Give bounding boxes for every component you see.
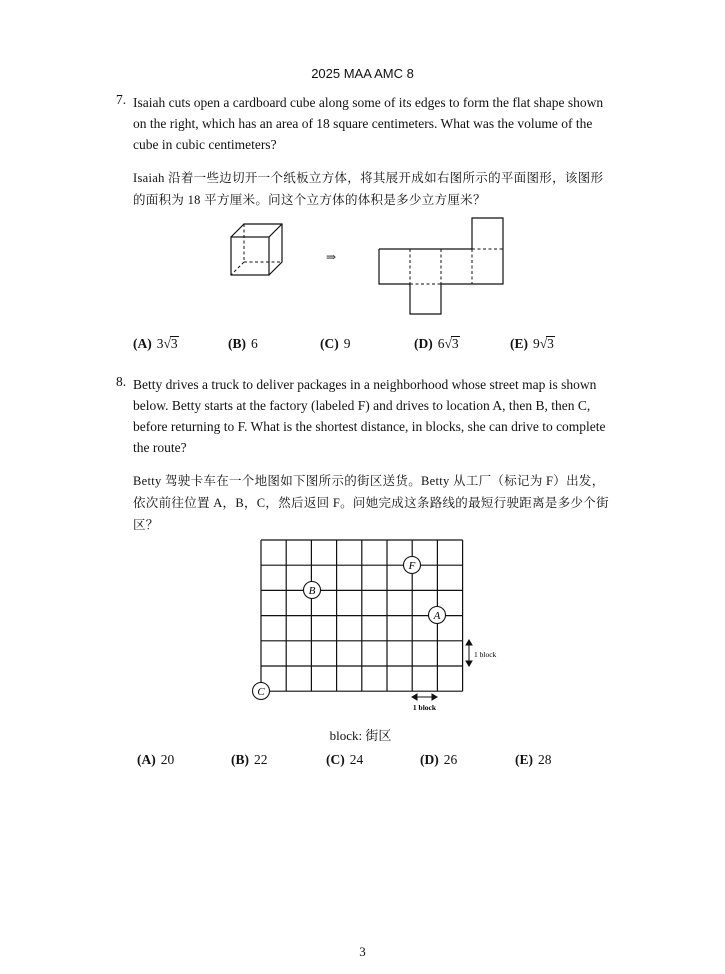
location-a-label: A [433,610,441,622]
problem-8-text-zh: Betty 驾驶卡车在一个地图如下图所示的街区送货。Betty 从工厂（标记为 F）出发，依次前往位置 A，B，C，然后返回 F。问她完成这条路线的最短行驶距离是多少个街区？ [133,474,609,532]
horizontal-scale-arrow [412,694,437,700]
location-b-label: B [308,585,316,597]
choice-8e[interactable]: (E) 28 [515,752,552,767]
cube-figure [226,220,286,280]
location-c-label: C [257,686,265,698]
problem-7-text-en: Isaiah cuts open a cardboard cube along some of its edges to form the flat shape shown on the right, which has an area of 18 square centimeters. What was the volume of the cube in cubic centimeters? [133,95,604,152]
choice-7c[interactable]: (C) 9 [320,336,351,351]
location-b-marker [304,582,321,599]
vertical-scale-arrow [466,640,472,666]
page-number: 3 [359,944,366,959]
vertical-scale-label: 1 block [474,650,497,659]
choice-8b[interactable]: (B) 22 [231,752,268,767]
location-f-marker [404,557,421,574]
location-a-marker [429,607,446,624]
problem-7-text-zh: Isaiah 沿着一些边切开一个纸板立方体，将其展开成如右图所示的平面图形，该图形的面积为 18 平方厘米。问这个立方体的体积是多少立方厘米？ [133,171,604,207]
choice-7a[interactable]: (A) 3√3 [133,336,178,351]
location-f-label: F [408,560,416,572]
problem-8-number: 8. [116,374,127,389]
choice-8a[interactable]: (A) 20 [137,752,175,767]
problem-7 [116,92,610,211]
transform-arrow: ⇒ [326,250,337,264]
choice-8c[interactable]: (C) 24 [326,752,364,767]
location-c-marker [253,683,270,700]
choice-7d[interactable]: (D) 6√3 [414,336,459,351]
map-caption: block: 街区 [329,728,392,743]
horizontal-scale-label: 1 block [412,703,437,712]
cube-net-figure [375,214,510,318]
page-header: 2025 MAA AMC 8 [311,66,414,81]
problem-7-number: 7. [116,92,127,107]
choice-7e[interactable]: (E) 9√3 [510,336,554,351]
choice-7b[interactable]: (B) 6 [228,336,258,351]
choice-8d[interactable]: (D) 26 [420,752,458,767]
problem-8 [116,374,610,536]
street-map [248,536,508,716]
problem-8-text-en: Betty drives a truck to deliver packages in a neighborhood whose street map is shown below. Betty starts at the factory (labeled F) and drives to location A, then B, then C, before returning to F. What is the shortest distance, in blocks, she can drive to complete the route? [133,377,606,455]
